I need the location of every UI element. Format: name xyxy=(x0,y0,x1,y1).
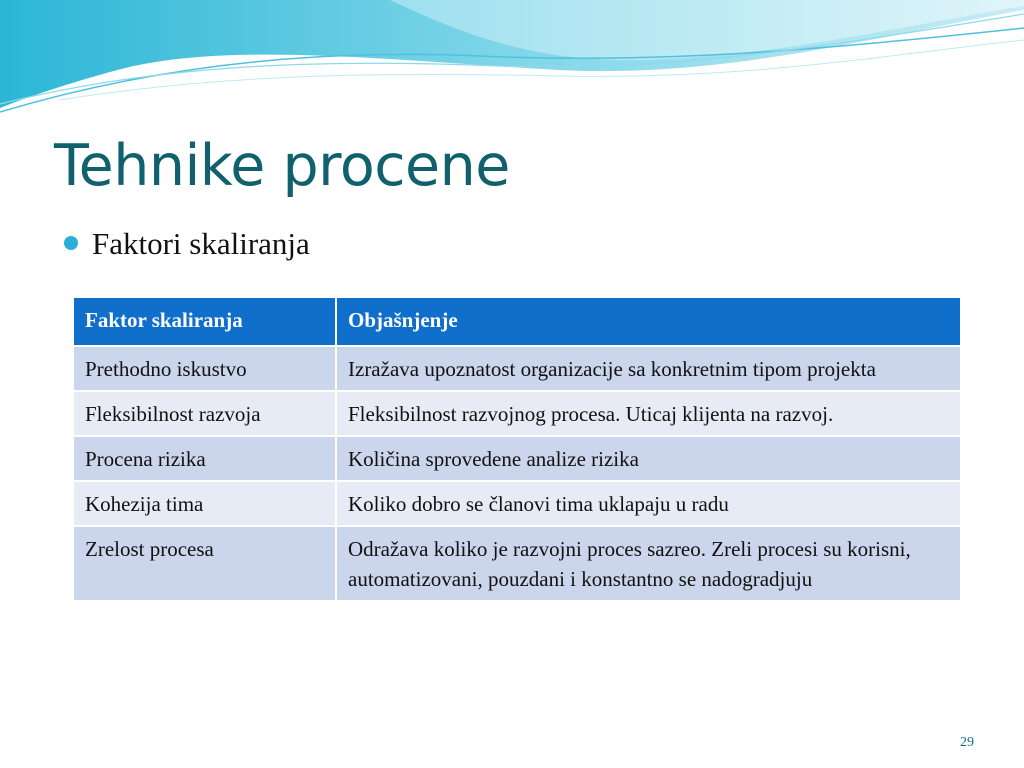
slide-title: Tehnike procene xyxy=(54,133,510,199)
factor-cell: Zrelost procesa xyxy=(73,526,336,601)
explanation-cell: Izražava upoznatost organizacije sa konkretnim tipom projekta xyxy=(336,346,961,391)
table-header-row xyxy=(73,297,961,346)
bullet-text: Faktori skaliranja xyxy=(92,226,310,261)
explanation-cell: Odražava koliko je razvojni proces sazreo. Zreli procesi su korisni, automatizovani, pouzdani i konstantno se nadogradjuju xyxy=(336,526,961,601)
table-row xyxy=(73,481,961,526)
column-header-factor: Faktor skaliranja xyxy=(73,297,336,346)
table-row xyxy=(73,346,961,391)
factor-cell: Kohezija tima xyxy=(73,481,336,526)
explanation-cell: Koliko dobro se članovi tima uklapaju u radu xyxy=(336,481,961,526)
explanation-cell: Količina sprovedene analize rizika xyxy=(336,436,961,481)
factor-cell: Procena rizika xyxy=(73,436,336,481)
table-row xyxy=(73,436,961,481)
table-row xyxy=(73,391,961,436)
page-number: 29 xyxy=(960,735,974,750)
scaling-factors-table xyxy=(72,296,962,602)
table-row xyxy=(73,526,961,601)
factor-cell: Fleksibilnost razvoja xyxy=(73,391,336,436)
bullet-item xyxy=(64,224,310,264)
column-header-explanation: Objašnjenje xyxy=(336,297,961,346)
explanation-cell: Fleksibilnost razvojnog procesa. Uticaj klijenta na razvoj. xyxy=(336,391,961,436)
bullet-dot-icon xyxy=(64,236,78,250)
decorative-wave-header xyxy=(0,0,1024,120)
factor-cell: Prethodno iskustvo xyxy=(73,346,336,391)
